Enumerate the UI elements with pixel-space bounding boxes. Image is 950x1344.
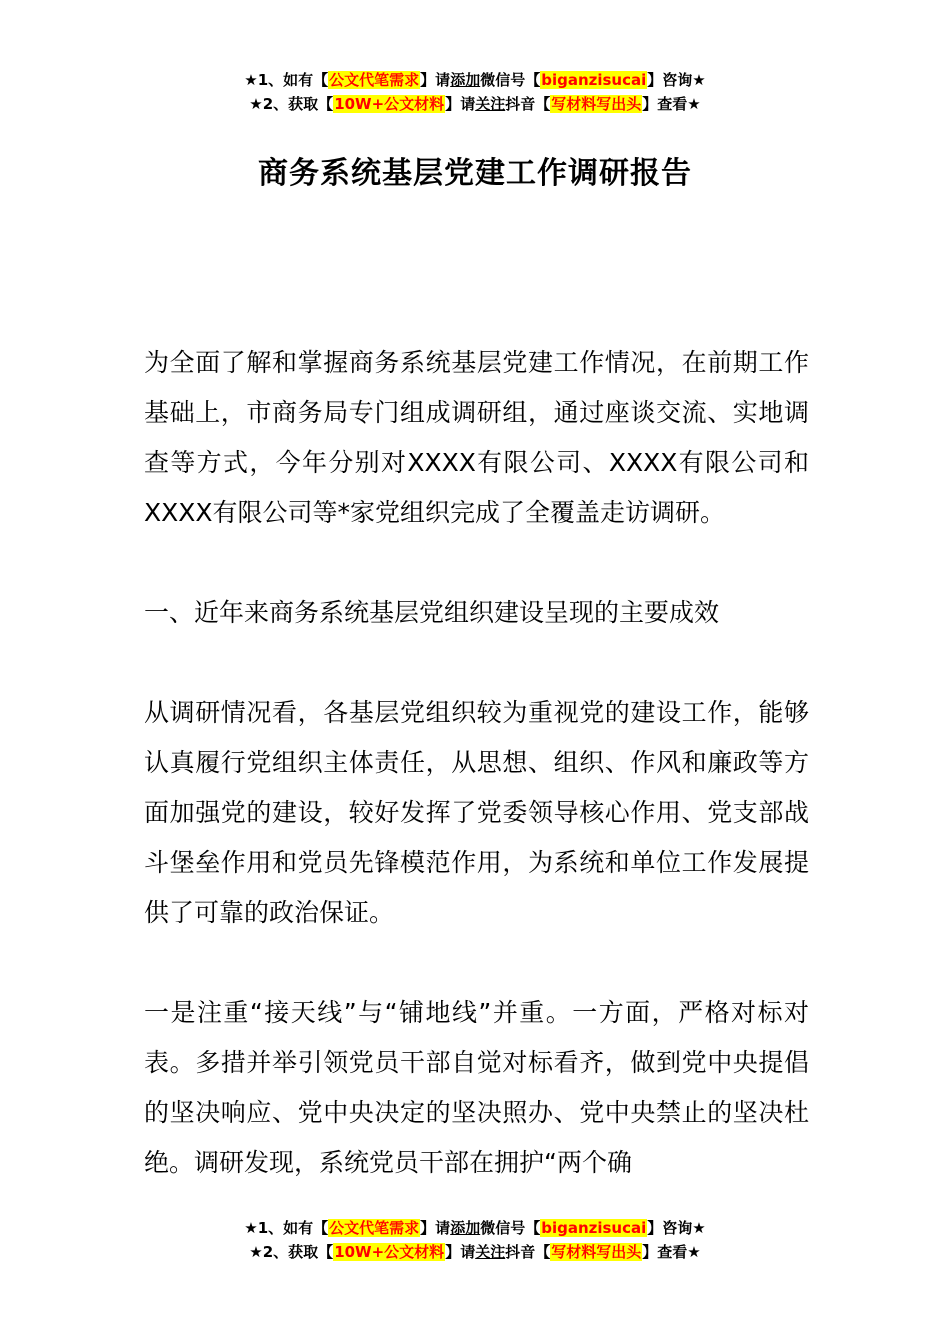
section-heading-1: 一、近年来商务系统基层党组织建设呈现的主要成效 xyxy=(144,598,720,627)
promo-text: 】请 xyxy=(445,1243,476,1261)
promo-highlight-wechat-id: biganzisucai xyxy=(541,1219,647,1237)
promo-underlined: 关注 xyxy=(475,95,506,113)
promo-underlined: 添加 xyxy=(450,1219,481,1237)
document-body xyxy=(144,338,809,1188)
promo-text: ★1、如有【 xyxy=(244,1219,329,1237)
promo-line-2 xyxy=(0,92,950,116)
promo-text: 】请 xyxy=(420,71,451,89)
promo-highlight: 10W+公文材料 xyxy=(334,95,445,113)
promo-text: 微信号【 xyxy=(480,71,541,89)
promo-text: 】咨询★ xyxy=(647,1219,706,1237)
promo-banner-top xyxy=(0,68,950,116)
paragraph-point-1: 一是注重“接天线”与“铺地线”并重。一方面，严格对标对表。多措并举引领党员干部自觉对标看齐，做到党中央提倡的坚决响应、党中央决定的坚决照办、党中央禁止的坚决杜绝。调研发现，系统党员干部在拥护“两个确 xyxy=(144,998,809,1177)
paragraph-intro: 为全面了解和掌握商务系统基层党建工作情况，在前期工作基础上，市商务局专门组成调研组，通过座谈交流、实地调查等方式，今年分别对XXXX有限公司、XXXX有限公司和XXXX有限公司等*家党组织完成了全覆盖走访调研。 xyxy=(144,348,809,527)
promo-line-2 xyxy=(0,1240,950,1264)
promo-text: 】请 xyxy=(445,95,476,113)
promo-text: 】查看★ xyxy=(642,1243,701,1261)
promo-banner-bottom xyxy=(0,1216,950,1264)
promo-highlight: 公文代笔需求 xyxy=(329,71,420,89)
promo-highlight: 10W+公文材料 xyxy=(334,1243,445,1261)
promo-text: ★2、获取【 xyxy=(249,95,334,113)
promo-text: 】咨询★ xyxy=(647,71,706,89)
document-title: 商务系统基层党建工作调研报告 xyxy=(258,156,692,191)
promo-highlight-douyin: 写材料写出头 xyxy=(551,95,642,113)
promo-text: 微信号【 xyxy=(480,1219,541,1237)
promo-underlined: 添加 xyxy=(450,71,481,89)
promo-text: 抖音【 xyxy=(505,1243,551,1261)
promo-text: 】请 xyxy=(420,1219,451,1237)
promo-line-1 xyxy=(0,68,950,92)
paragraph-summary: 从调研情况看，各基层党组织较为重视党的建设工作，能够认真履行党组织主体责任，从思想、组织、作风和廉政等方面加强党的建设，较好发挥了党委领导核心作用、党支部战斗堡垒作用和党员先锋模范作用，为系统和单位工作发展提供了可靠的政治保证。 xyxy=(144,698,809,927)
promo-text: ★2、获取【 xyxy=(249,1243,334,1261)
promo-underlined: 关注 xyxy=(475,1243,506,1261)
promo-text: ★1、如有【 xyxy=(244,71,329,89)
promo-text: 抖音【 xyxy=(505,95,551,113)
promo-highlight-douyin: 写材料写出头 xyxy=(551,1243,642,1261)
promo-text: 】查看★ xyxy=(642,95,701,113)
promo-line-1 xyxy=(0,1216,950,1240)
promo-highlight-wechat-id: biganzisucai xyxy=(541,71,647,89)
promo-highlight: 公文代笔需求 xyxy=(329,1219,420,1237)
